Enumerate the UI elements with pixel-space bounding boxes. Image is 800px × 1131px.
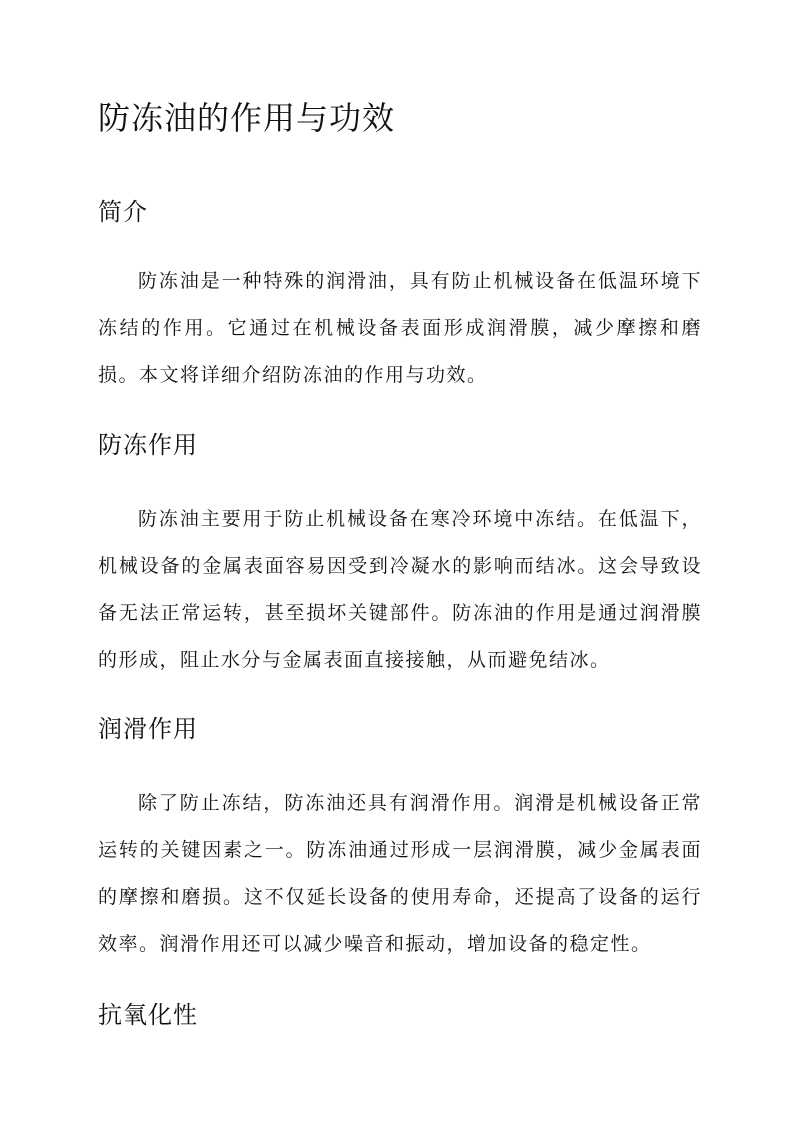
section-paragraph-lubrication: 除了防止冻结，防冻油还具有润滑作用。润滑是机械设备正常运转的关键因素之一。防冻油通过形成一层润滑膜，减少金属表面的摩擦和磨损。这不仅延长设备的使用寿命，还提高了设备的运行效率。润滑作用还可以减少噪音和振动，增加设备的稳定性。 [98, 792, 702, 955]
document-title: 防冻油的作用与功效 [98, 99, 396, 137]
section-heading-intro: 简介 [98, 198, 148, 226]
document-page [98, 0, 702, 1131]
section-paragraph-antifreeze: 防冻油主要用于防止机械设备在寒冷环境中冻结。在低温下，机械设备的金属表面容易因受到冷凝水的影响而结冰。这会导致设备无法正常运转，甚至损坏关键部件。防冻油的作用是通过润滑膜的形成，阻止水分与金属表面直接接触，从而避免结冰。 [98, 508, 702, 671]
section-heading-antioxidation: 抗氧化性 [98, 1001, 198, 1029]
section-heading-lubrication: 润滑作用 [98, 715, 198, 743]
section-heading-antifreeze: 防冻作用 [98, 431, 198, 459]
section-paragraph-intro: 防冻油是一种特殊的润滑油，具有防止机械设备在低温环境下冻结的作用。它通过在机械设备表面形成润滑膜，减少摩擦和磨损。本文将详细介绍防冻油的作用与功效。 [98, 270, 702, 386]
